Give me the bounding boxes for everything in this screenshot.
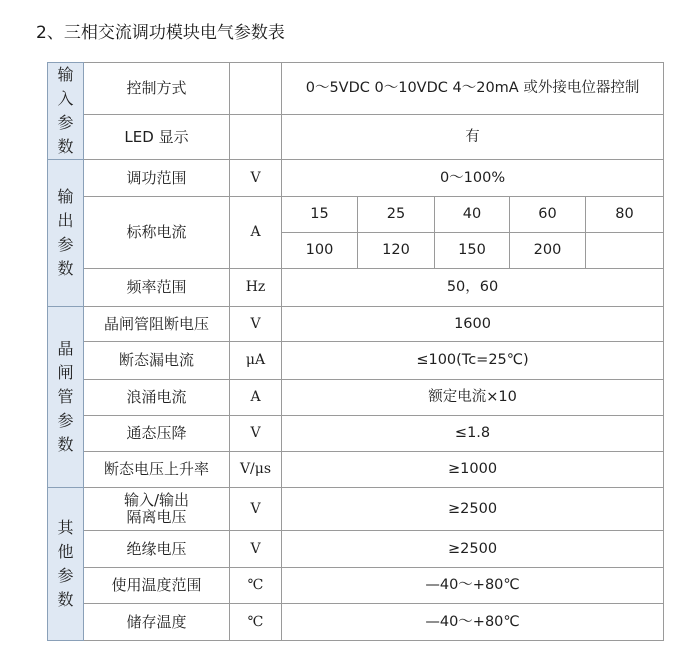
param-value: 0～100% [282,160,664,197]
param-unit: V [230,160,282,197]
table-row [48,604,664,641]
current-value-cell: 15 [282,197,358,233]
current-value-cell: 60 [510,197,586,233]
table-row [48,416,664,452]
param-unit: ℃ [230,604,282,641]
param-unit: ℃ [230,568,282,604]
param-unit: V [230,416,282,452]
param-name-line2: 隔离电压 [126,508,187,526]
param-value: 50，60 [282,269,664,307]
current-value-cell: 150 [435,233,510,269]
group-other-label: 其 他 参 数 [48,488,84,641]
current-value-cell: 40 [435,197,510,233]
table-row [48,115,664,160]
param-value: ≥2500 [282,531,664,568]
param-name: 标称电流 [84,197,230,269]
param-value: ≥1000 [282,452,664,488]
param-value: 0～5VDC 0～10VDC 4～20mA 或外接电位器控制 [282,63,664,115]
table-row [48,380,664,416]
param-unit: V/μs [230,452,282,488]
current-value-cell: 25 [358,197,435,233]
param-name: 绝缘电压 [84,531,230,568]
param-unit: A [230,380,282,416]
page-title: 2、三相交流调功模块电气参数表 [36,23,285,43]
param-name: 频率范围 [84,269,230,307]
table-row [48,63,664,115]
param-unit: V [230,307,282,342]
table-row [48,342,664,380]
param-name: LED 显示 [84,115,230,160]
param-unit: μA [230,342,282,380]
param-value: ≥2500 [282,488,664,531]
current-value-cell: 200 [510,233,586,269]
parameter-table [47,62,664,641]
table-row [48,307,664,342]
current-value-cell: 120 [358,233,435,269]
table-row [48,531,664,568]
param-unit: V [230,488,282,531]
param-value: ≤100(Tc=25℃) [282,342,664,380]
param-unit: Hz [230,269,282,307]
current-value-cell: 100 [282,233,358,269]
param-name: 晶闸管阻断电压 [84,307,230,342]
param-name: 通态压降 [84,416,230,452]
param-name: 使用温度范围 [84,568,230,604]
group-output-label: 输 出 参 数 [48,160,84,307]
current-value-cell [586,233,664,269]
param-value: —40～+80℃ [282,568,664,604]
table-row [48,197,664,233]
group-input-label: 输 入 参 数 [48,63,84,160]
param-name: 浪涌电流 [84,380,230,416]
param-name-line1: 输入/输出 [123,491,190,509]
param-unit [230,115,282,160]
table-row [48,269,664,307]
param-name [84,488,230,531]
param-value: —40～+80℃ [282,604,664,641]
param-name: 调功范围 [84,160,230,197]
table-row [48,488,664,531]
current-value-cell: 80 [586,197,664,233]
param-value: 额定电流×10 [282,380,664,416]
param-unit: V [230,531,282,568]
param-value: 有 [282,115,664,160]
param-value: ≤1.8 [282,416,664,452]
param-name: 断态漏电流 [84,342,230,380]
param-value: 1600 [282,307,664,342]
param-name: 断态电压上升率 [84,452,230,488]
param-unit [230,63,282,115]
param-unit: A [230,197,282,269]
table-row [48,160,664,197]
table-row [48,452,664,488]
param-name: 储存温度 [84,604,230,641]
param-name: 控制方式 [84,63,230,115]
table-row [48,568,664,604]
group-thyristor-label: 晶 闸 管 参 数 [48,307,84,488]
